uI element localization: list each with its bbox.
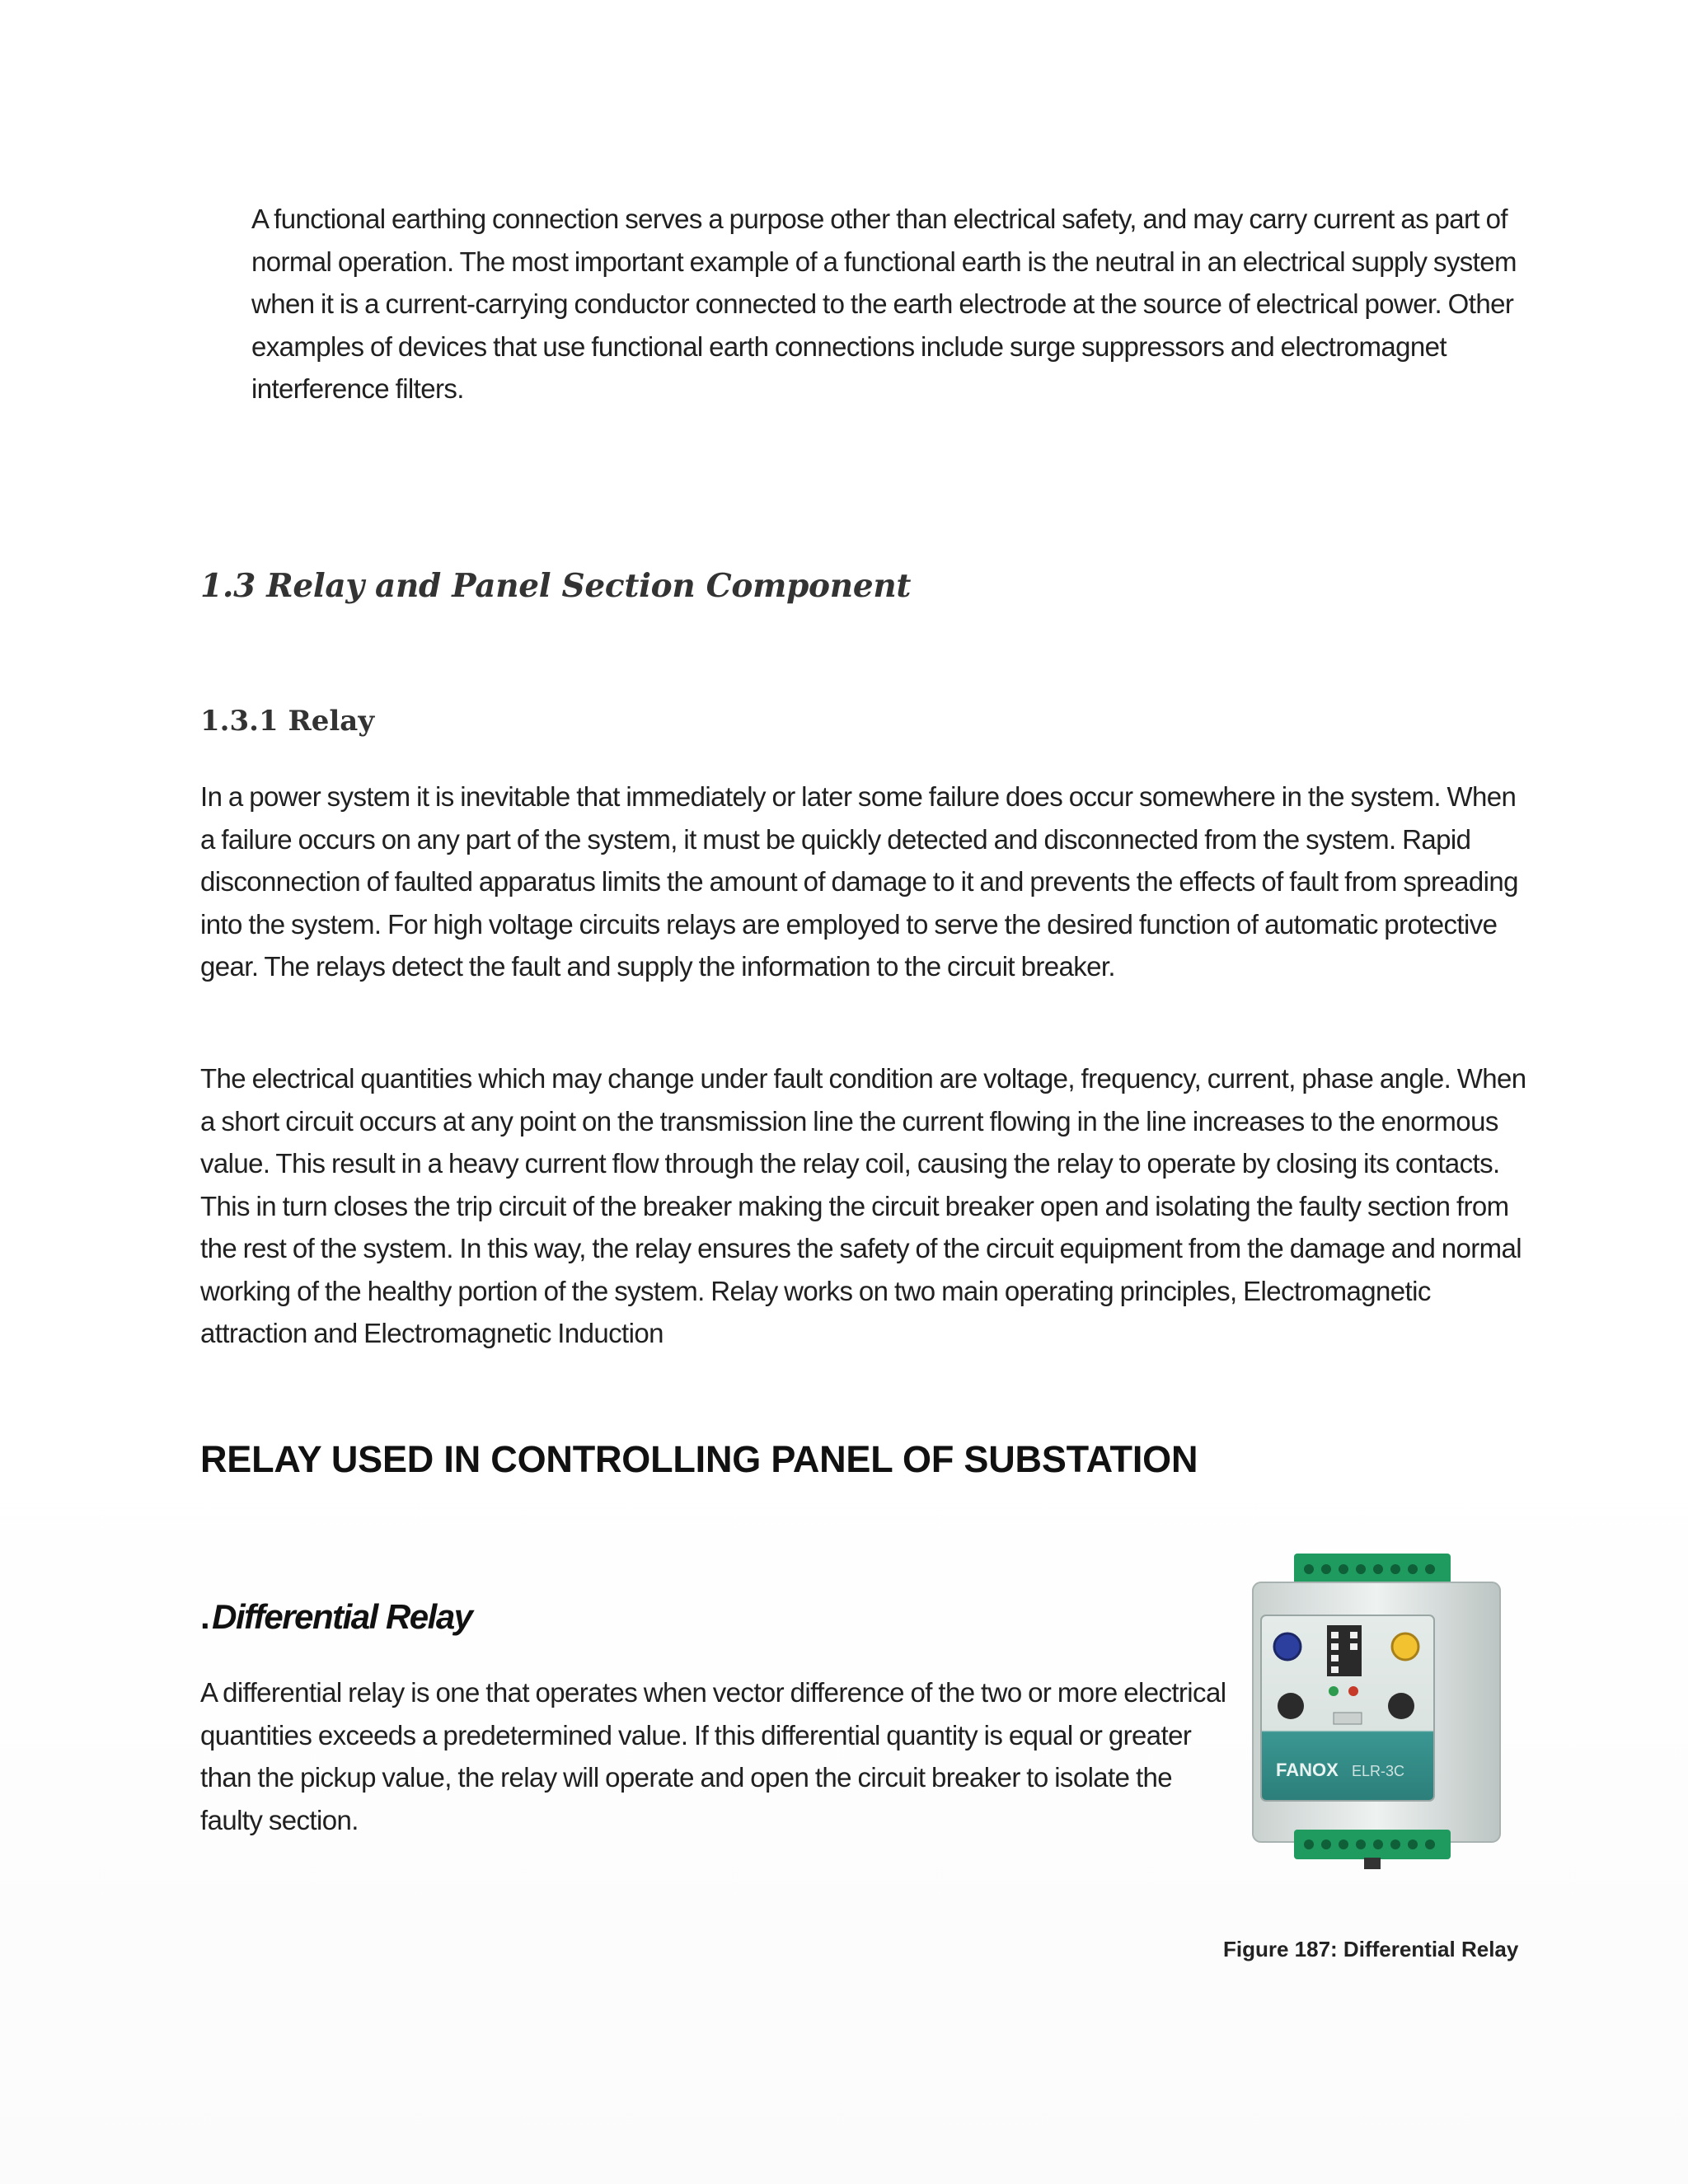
main-heading: RELAY USED IN CONTROLLING PANEL OF SUBSTATION <box>200 1438 1198 1480</box>
differential-relay-title: Differential Relay <box>212 1597 472 1636</box>
device-model-label: ELR-3C <box>1352 1763 1405 1779</box>
differential-relay-device-image <box>1236 1549 1517 1879</box>
bullet-dot: . <box>200 1597 209 1636</box>
differential-relay-paragraph: A differential relay is one that operates when vector difference of the two or more electrical quantities exceeds a predetermined value. If this differential quantity is equal or greater than the pickup value, the relay will operate and open the circuit breaker to isolate the faulty section. <box>200 1677 1226 1835</box>
status-led-green <box>1329 1686 1339 1696</box>
intro-paragraph: A functional earthing connection serves a purpose other than electrical safety, and may carry current as part of normal operation. The most important example of a functional earth is the neutral in an electrical supply system when it is a current-carrying conductor connected to the earth electrode at the source of electrical power. Other examples of devices that use functional earth connections include surge suppressors and electromagnet interference filters. <box>251 204 1517 404</box>
subsection-title: 1.3.1 Relay <box>200 705 375 738</box>
status-led-red <box>1348 1686 1358 1696</box>
right-adjust-dial <box>1388 1693 1414 1719</box>
section-title: 1.3 Relay and Panel Section Component <box>200 567 912 605</box>
differential-relay-figure <box>1236 1549 1517 1879</box>
reset-button <box>1274 1633 1301 1660</box>
relay-paragraph-2: The electrical quantities which may change under fault condition are voltage, frequency, current, phase angle. When a short circuit occurs at any point on the transmission line the current flowing in the line increases to the enormous value. This result in a heavy current flow through the relay coil, causing the relay to operate by closing its contacts. This in turn closes the trip circuit of the breaker making the circuit breaker open and isolating the faulty section from the rest of the system. In this way, the relay ensures the safety of the circuit equipment from the damage and normal working of the healthy portion of the system. Relay works on two main operating principles, Electromagnetic attraction and Electromagnetic Induction <box>200 1063 1526 1348</box>
figure-caption: Figure 187: Differential Relay <box>1223 1937 1519 1961</box>
display-label <box>1334 1713 1362 1724</box>
differential-relay-heading <box>200 1597 472 1637</box>
din-rail-clip <box>1364 1858 1381 1869</box>
left-adjust-dial <box>1278 1693 1304 1719</box>
relay-paragraph-1: In a power system it is inevitable that immediately or later some failure does occur somewhere in the system. When a failure occurs on any part of the system, it must be quickly detected and disconnected from the system. Rapid disconnection of faulted apparatus limits the amount of damage to it and prevents the effects of fault from spreading into the system. For high voltage circuits relays are employed to serve the desired function of automatic protective gear. The relays detect the fault and supply the information to the circuit breaker. <box>200 781 1518 982</box>
device-brand-label: FANOX <box>1276 1760 1339 1780</box>
test-button <box>1392 1633 1418 1660</box>
